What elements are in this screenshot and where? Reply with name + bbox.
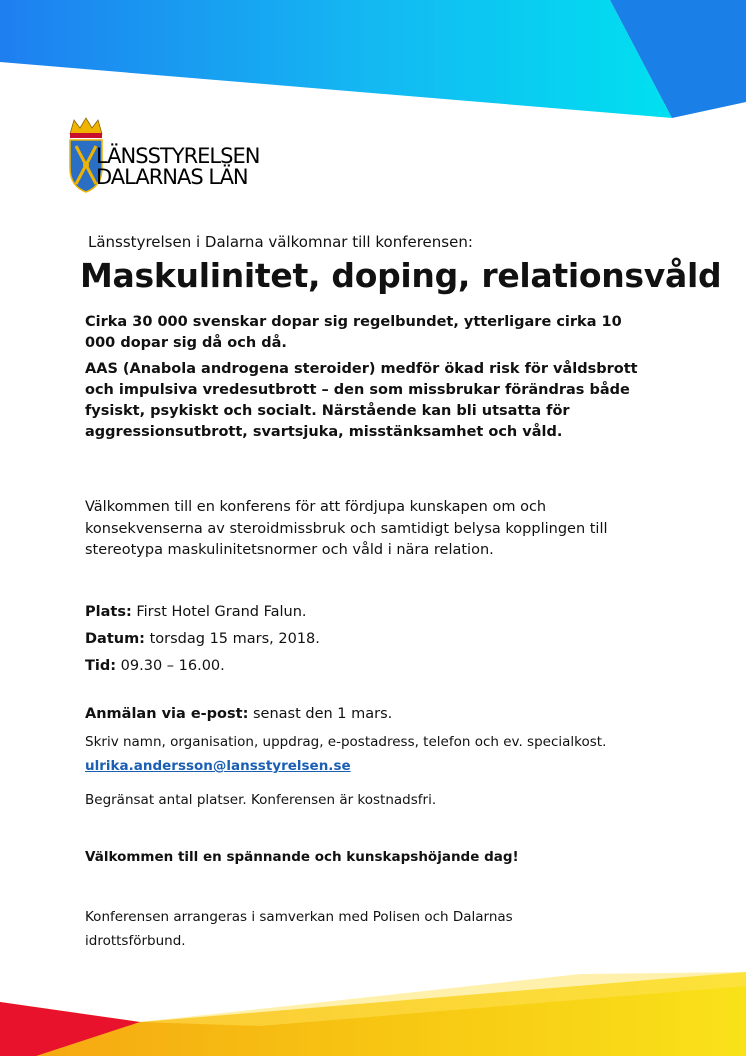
logo-wordmark <box>96 146 259 188</box>
organizers-text: Konferensen arrangeras i samverkan med Polisen och Dalarnas idrottsförbund. <box>85 909 513 949</box>
time-label: Tid: <box>85 658 117 674</box>
logo-line-2: DALARNAS LÄN <box>96 165 248 189</box>
logo-line-1: LÄNSSTYRELSEN <box>96 144 260 168</box>
registration-instructions: Skriv namn, organisation, uppdrag, e-postadress, telefon och ev. specialkost. <box>85 734 607 750</box>
date-value: torsdag 15 mars, 2018. <box>144 631 320 647</box>
detail-date <box>85 631 320 647</box>
lead-paragraph-1: Cirka 30 000 svenskar dopar sig regelbundet, ytterligare cirka 10 000 dopar sig då och då. <box>85 314 622 351</box>
registration-label: Anmälan via e-post: <box>85 706 249 722</box>
detail-time <box>85 658 225 674</box>
registration-deadline: senast den 1 mars. <box>248 706 393 722</box>
limited-seats-note: Begränsat antal platser. Konferensen är kostnadsfri. <box>85 792 437 808</box>
location-value: First Hotel Grand Falun. <box>131 604 307 620</box>
registration-heading <box>85 706 392 722</box>
intro-text: Länsstyrelsen i Dalarna välkomnar till konferensen: <box>88 233 473 251</box>
lead-paragraph-2: AAS (Anabola androgena steroider) medför ökad risk för våldsbrott och impulsiva vredesutbrott – den som missbrukar förändras både fysiskt, psykiskt och socialt. Närstående kan bli utsatta för aggressionsutbrott, svartsjuka, misstänksamhet och våld. <box>85 361 638 440</box>
top-decoration <box>0 0 746 120</box>
location-label: Plats: <box>85 604 132 620</box>
welcome-text: Välkommen till en spännande och kunskapshöjande dag! <box>85 849 519 865</box>
date-label: Datum: <box>85 631 145 647</box>
bottom-decoration <box>0 966 746 1056</box>
email-link[interactable]: ulrika.andersson@lansstyrelsen.se <box>85 758 351 774</box>
time-value: 09.30 – 16.00. <box>116 658 225 674</box>
page-title: Maskulinitet, doping, relationsvåld <box>80 256 722 295</box>
detail-location <box>85 604 307 620</box>
body-paragraph: Välkommen till en konferens för att fördjupa kunskapen om och konsekvenserna av steroidmissbruk och samtidigt belysa kopplingen till stereotypa maskulinitetsnormer och våld i nära relation. <box>85 499 608 558</box>
